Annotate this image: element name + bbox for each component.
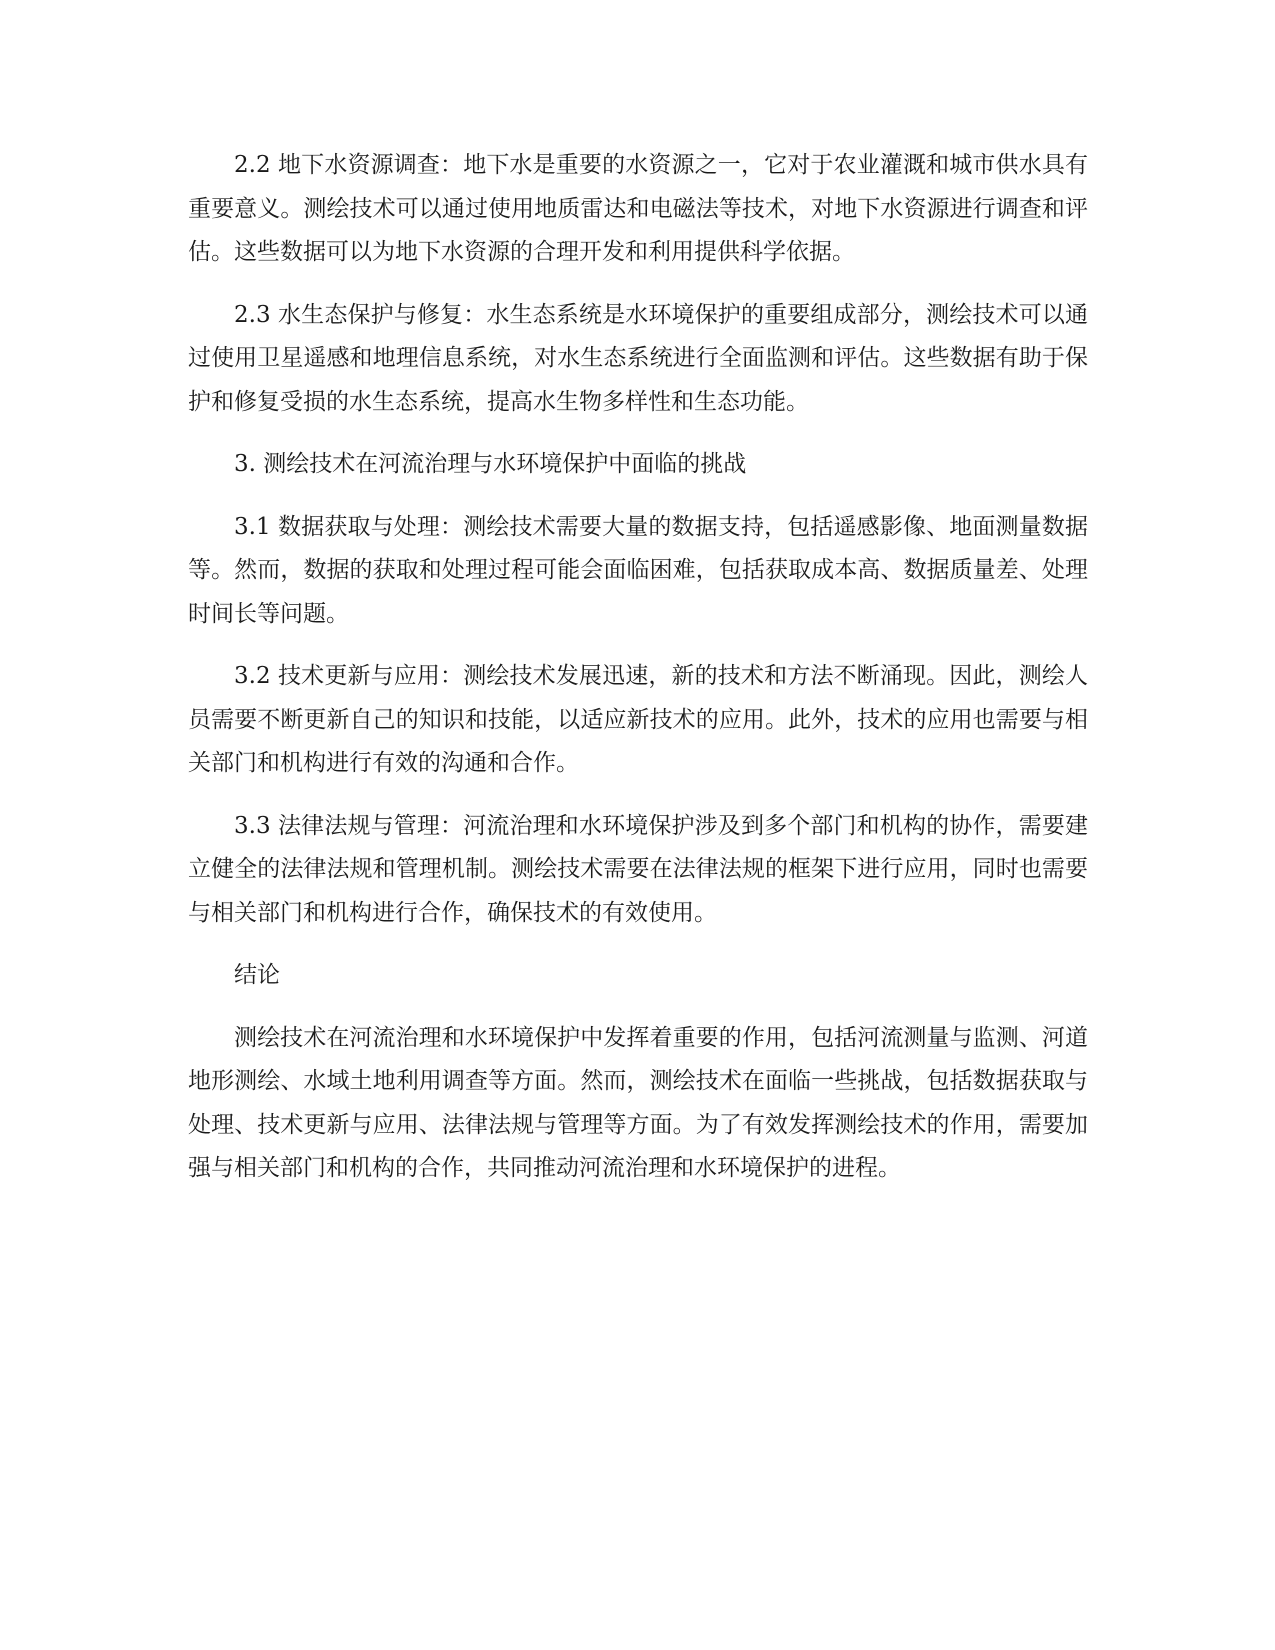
paragraph-2-3-water-ecology: 2.3 水生态保护与修复：水生态系统是水环境保护的重要组成部分，测绘技术可以通过使用卫星遥感和地理信息系统，对水生态系统进行全面监测和评估。这些数据有助于保护和修复受损的水生态系统，提高水生物多样性和生态功能。	[188, 301, 1088, 415]
section-heading-conclusion: 结论	[234, 962, 280, 988]
paragraph-2-2-groundwater-survey: 2.2 地下水资源调查：地下水是重要的水资源之一，它对于农业灌溉和城市供水具有重要意义。测绘技术可以通过使用地质雷达和电磁法等技术，对地下水资源进行调查和评估。这些数据可以为地下水资源的合理开发和利用提供科学依据。	[188, 152, 1088, 265]
document-body	[188, 144, 1088, 1210]
paragraph-3-3-laws-regulations: 3.3 法律法规与管理：河流治理和水环境保护涉及到多个部门和机构的协作，需要建立健全的法律法规和管理机制。测绘技术需要在法律法规的框架下进行应用，同时也需要与相关部门和机构进行合作，确保技术的有效使用。	[188, 812, 1088, 926]
paragraph-3-2-technology-update: 3.2 技术更新与应用：测绘技术发展迅速，新的技术和方法不断涌现。因此，测绘人员需要不断更新自己的知识和技能，以适应新技术的应用。此外，技术的应用也需要与相关部门和机构进行有效的沟通和合作。	[188, 663, 1088, 776]
paragraph-conclusion-body: 测绘技术在河流治理和水环境保护中发挥着重要的作用，包括河流测量与监测、河道地形测绘、水域土地利用调查等方面。然而，测绘技术在面临一些挑战，包括数据获取与处理、技术更新与应用、法律法规与管理等方面。为了有效发挥测绘技术的作用，需要加强与相关部门和机构的合作，共同推动河流治理和水环境保护的进程。	[188, 1024, 1088, 1181]
paragraph-3-1-data-acquisition: 3.1 数据获取与处理：测绘技术需要大量的数据支持，包括遥感影像、地面测量数据等。然而，数据的获取和处理过程可能会面临困难，包括获取成本高、数据质量差、处理时间长等问题。	[188, 513, 1088, 627]
section-heading-3-challenges: 3. 测绘技术在河流治理与水环境保护中面临的挑战	[234, 451, 747, 477]
